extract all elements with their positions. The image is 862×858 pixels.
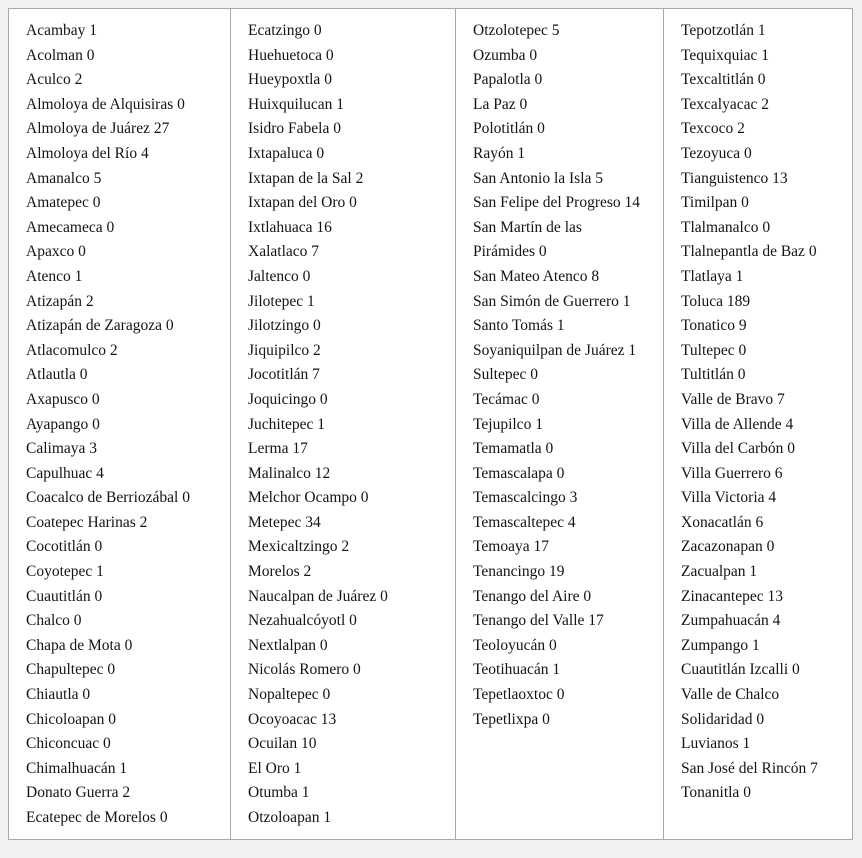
list-item: Texcoco 2: [681, 120, 745, 138]
list-item: Chimalhuacán 1: [26, 759, 128, 777]
list-item: Almoloya del Río 4: [26, 144, 149, 162]
list-item: Jilotzingo 0: [248, 317, 321, 335]
list-item: Jilotepec 1: [248, 292, 315, 310]
list-item: Chapultepec 0: [26, 661, 116, 679]
list-item: Tlatlaya 1: [681, 267, 744, 285]
list-item: Chapa de Mota 0: [26, 636, 133, 654]
list-item: Chiconcuac 0: [26, 735, 111, 753]
list-item: Cuautitlán Izcalli 0: [681, 661, 800, 679]
list-item: Zacazonapan 0: [681, 538, 775, 556]
list-item: Hueypoxtla 0: [248, 71, 332, 89]
list-item: Ocoyoacac 13: [248, 710, 337, 728]
list-item: Soyaniquilpan de Juárez 1: [473, 341, 637, 359]
list-item: Teotihuacán 1: [473, 661, 561, 679]
list-item: Tenango del Valle 17: [473, 612, 604, 630]
list-item: Tenango del Aire 0: [473, 587, 592, 605]
list-item: Solidaridad 0: [681, 710, 765, 728]
list-item: San José del Rincón 7: [681, 759, 818, 777]
list-item: Metepec 34: [248, 513, 321, 531]
list-item: Amanalco 5: [26, 169, 102, 187]
list-item: Morelos 2: [248, 563, 312, 581]
list-item: Zinacantepec 13: [681, 587, 783, 605]
list-item: Luvianos 1: [681, 735, 751, 753]
list-item: Coyotepec 1: [26, 563, 104, 581]
list-item: Coacalco de Berriozábal 0: [26, 489, 190, 507]
list-item: Huehuetoca 0: [248, 46, 334, 64]
table-column-1: [9, 9, 231, 839]
table-column-3: [456, 9, 664, 839]
list-item: Villa de Allende 4: [681, 415, 794, 433]
list-item: Tejupilco 1: [473, 415, 543, 433]
list-item: Ayapango 0: [26, 415, 100, 433]
list-item: Tepotzotlán 1: [681, 22, 766, 39]
list-item: Mexicaltzingo 2: [248, 538, 350, 556]
list-item: Texcaltitlán 0: [681, 71, 766, 89]
list-item: Ocuilan 10: [248, 735, 317, 753]
list-item: Temamatla 0: [473, 440, 554, 458]
list-item: Cocotitlán 0: [26, 538, 103, 556]
list-item: Atlacomulco 2: [26, 341, 118, 359]
list-item: San Martín de las: [473, 218, 582, 236]
list-item: Otzoloapan 1: [248, 809, 332, 826]
list-item: Sultepec 0: [473, 366, 538, 384]
list-item: Xalatlaco 7: [248, 243, 320, 261]
list-item: Capulhuac 4: [26, 464, 104, 482]
list-item: Otumba 1: [248, 784, 310, 802]
list-item: Pirámides 0: [473, 243, 547, 261]
list-item: Tianguistenco 13: [681, 169, 788, 187]
list-item: Toluca 189: [681, 292, 751, 310]
table-column-2: [231, 9, 456, 839]
list-item: Zumpango 1: [681, 636, 760, 654]
list-item: Calimaya 3: [26, 440, 98, 458]
list-item: Ixtapan de la Sal 2: [248, 169, 364, 187]
list-item: Apaxco 0: [26, 243, 86, 261]
list-item: Amatepec 0: [26, 194, 101, 212]
list-item: Nextlalpan 0: [248, 636, 328, 654]
list-item: Jocotitlán 7: [248, 366, 320, 384]
list-item: Juchitepec 1: [248, 415, 326, 433]
list-item: Timilpan 0: [681, 194, 749, 212]
list-item: Nicolás Romero 0: [248, 661, 361, 679]
list-item: Atlautla 0: [26, 366, 88, 384]
municipality-count-table: [8, 8, 853, 840]
list-item: Amecameca 0: [26, 218, 115, 236]
list-item: Jaltenco 0: [248, 267, 311, 285]
list-item: Joquicingo 0: [248, 390, 328, 408]
list-item: Villa Victoria 4: [681, 489, 777, 507]
list-item: Donato Guerra 2: [26, 784, 131, 802]
list-item: Otzolotepec 5: [473, 22, 560, 39]
list-item: Ozumba 0: [473, 46, 538, 64]
list-item: Melchor Ocampo 0: [248, 489, 369, 507]
list-item: Tonatico 9: [681, 317, 747, 335]
list-item: Villa Guerrero 6: [681, 464, 783, 482]
list-item: Tlalnepantla de Baz 0: [681, 243, 817, 261]
list-item: San Simón de Guerrero 1: [473, 292, 631, 310]
list-item: Valle de Chalco: [681, 686, 780, 704]
list-item: Zumpahuacán 4: [681, 612, 781, 630]
list-item: Atenco 1: [26, 267, 83, 285]
list-item: Tultepec 0: [681, 341, 747, 359]
table-column-4: [664, 9, 852, 839]
list-item: Tepetlaoxtoc 0: [473, 686, 565, 704]
list-item: Coatepec Harinas 2: [26, 513, 148, 531]
list-item: Polotitlán 0: [473, 120, 545, 138]
list-item: Santo Tomás 1: [473, 317, 565, 335]
list-item: Lerma 17: [248, 440, 308, 458]
list-item: Rayón 1: [473, 144, 526, 162]
list-item: Temascaltepec 4: [473, 513, 576, 531]
list-item: San Antonio la Isla 5: [473, 169, 604, 187]
list-item: Axapusco 0: [26, 390, 100, 408]
list-item: Valle de Bravo 7: [681, 390, 785, 408]
list-item: Nezahualcóyotl 0: [248, 612, 357, 630]
list-item: La Paz 0: [473, 95, 528, 113]
list-item: Huixquilucan 1: [248, 95, 344, 113]
list-item: Ecatzingo 0: [248, 22, 322, 39]
list-item: Ixtapaluca 0: [248, 144, 325, 162]
list-item: Chicoloapan 0: [26, 710, 116, 728]
list-item: Tepetlixpa 0: [473, 710, 550, 728]
list-item: Chiautla 0: [26, 686, 91, 704]
list-item: Tultitlán 0: [681, 366, 746, 384]
list-item: Jiquipilco 2: [248, 341, 321, 359]
list-item: San Felipe del Progreso 14: [473, 194, 641, 212]
list-item: Acambay 1: [26, 22, 98, 39]
list-item: Tenancingo 19: [473, 563, 565, 581]
list-item: Cuautitlán 0: [26, 587, 103, 605]
list-item: Acolman 0: [26, 46, 95, 64]
list-item: Temascalapa 0: [473, 464, 565, 482]
list-item: Atizapán de Zaragoza 0: [26, 317, 174, 335]
list-item: El Oro 1: [248, 759, 302, 777]
list-item: Ixtapan del Oro 0: [248, 194, 357, 212]
list-item: Tonanitla 0: [681, 784, 751, 802]
list-item: Isidro Fabela 0: [248, 120, 341, 138]
list-item: San Mateo Atenco 8: [473, 267, 600, 285]
list-item: Tlalmanalco 0: [681, 218, 771, 236]
list-item: Papalotla 0: [473, 71, 543, 89]
list-item: Villa del Carbón 0: [681, 440, 796, 458]
list-item: Texcalyacac 2: [681, 95, 769, 113]
list-item: Zacualpan 1: [681, 563, 758, 581]
list-item: Temascalcingo 3: [473, 489, 578, 507]
list-item: Malinalco 12: [248, 464, 331, 482]
list-item: Temoaya 17: [473, 538, 549, 556]
list-item: Ecatepec de Morelos 0: [26, 809, 168, 826]
list-item: Teoloyucán 0: [473, 636, 557, 654]
list-item: Tezoyuca 0: [681, 144, 752, 162]
list-item: Almoloya de Juárez 27: [26, 120, 170, 138]
list-item: Naucalpan de Juárez 0: [248, 587, 388, 605]
list-item: Ixtlahuaca 16: [248, 218, 332, 236]
list-item: Nopaltepec 0: [248, 686, 331, 704]
list-item: Aculco 2: [26, 71, 83, 89]
list-item: Tecámac 0: [473, 390, 540, 408]
list-item: Tequixquiac 1: [681, 46, 770, 64]
list-item: Atizapán 2: [26, 292, 94, 310]
list-item: Xonacatlán 6: [681, 513, 764, 531]
list-item: Chalco 0: [26, 612, 82, 630]
list-item: Almoloya de Alquisiras 0: [26, 95, 185, 113]
